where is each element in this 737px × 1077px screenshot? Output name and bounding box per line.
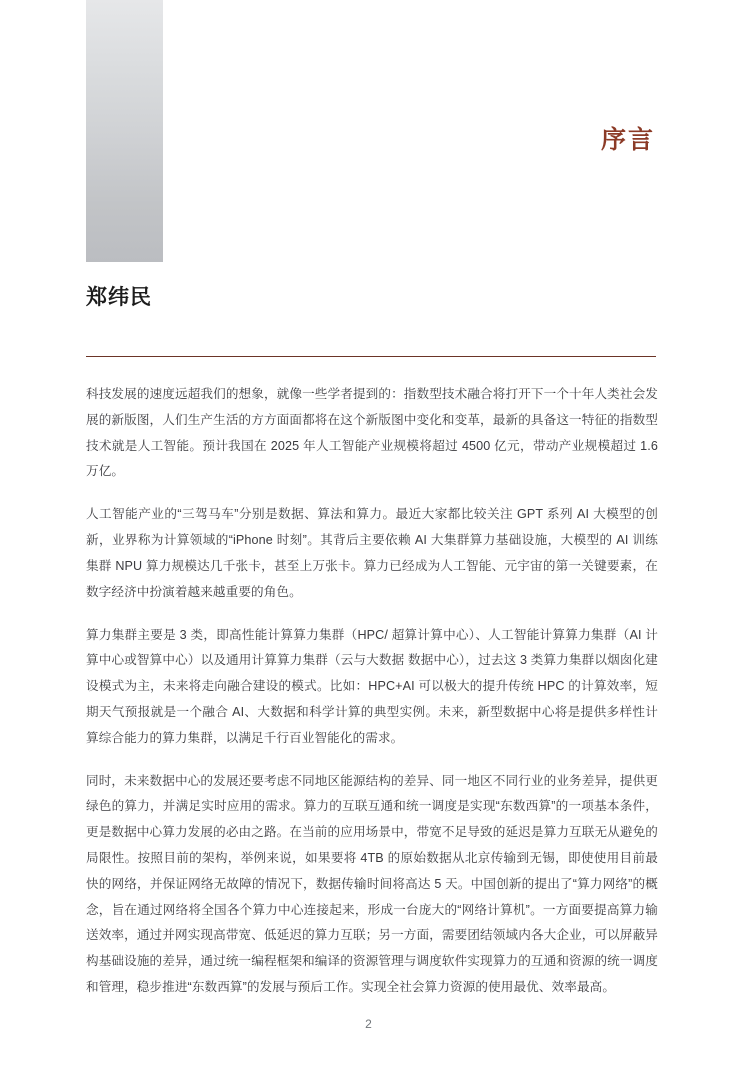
title-divider xyxy=(86,356,656,357)
article-body xyxy=(86,382,658,1001)
author-name: 郑纬民 xyxy=(86,286,152,309)
body-paragraph: 算力集群主要是 3 类，即高性能计算算力集群（HPC/ 超算计算中心）、人工智能计算算力集群（AI 计算中心或智算中心）以及通用计算算力集群（云与大数据 数据中心），过去这 3 类算力集群以烟囱化建设模式为主，未来将走向融合建设的模式。比如：HPC+AI 可以极大的提升传统 HPC 的计算效率，短期天气预报就是一个融合 AI、大数据和科学计算的典型实例。未来，新型数据中心将是提供多样性计算综合能力的算力集群，以满足千行百业智能化的需求。 xyxy=(86,627,658,745)
page-number: 2 xyxy=(365,1017,372,1031)
body-paragraph: 同时，未来数据中心的发展还要考虑不同地区能源结构的差异、同一地区不同行业的业务差异，提供更绿色的算力，并满足实时应用的需求。算力的互联互通和统一调度是实现“东数西算”的一项基本条件，更是数据中心算力发展的必由之路。在当前的应用场景中，带宽不足导致的延迟是算力互联无从避免的局限性。按照目前的架构，举例来说，如果要将 4TB 的原始数据从北京传输到无锡，即使使用目前最快的网络，并保证网络无故障的情况下，数据传输时间将高达 5 天。中国创新的提出了“算力网络”的概念，旨在通过网络将全国各个算力中心连接起来，形成一台庞大的“网络计算机”。一方面要提高算力输送效率，通过并网实现高带宽、低延迟的算力互联；另一方面，需要团结领域内各大企业，可以屏蔽异构基础设施的差异，通过统一编程框架和编译的资源管理与调度软件实现算力的互通和资源的统一调度和管理，稳步推进“东数西算”的发展与预后工作。实现全社会算力资源的使用最优、效率最高。 xyxy=(86,773,658,995)
body-paragraph: 科技发展的速度远超我们的想象，就像一些学者提到的：指数型技术融合将打开下一个十年人类社会发展的新版图，人们生产生活的方方面面都将在这个新版图中变化和变革，最新的具备这一特征的指数型技术就是人工智能。预计我国在 2025 年人工智能产业规模将超过 4500 亿元，带动产业规模超过 1.6 万亿。 xyxy=(86,387,658,479)
page-title: 序言 xyxy=(600,126,655,154)
vertical-gradient-bar xyxy=(86,0,163,262)
body-paragraph: 人工智能产业的“三驾马车”分别是数据、算法和算力。最近大家都比较关注 GPT 系列 AI 大模型的创新，业界称为计算领域的“iPhone 时刻”。其背后主要依赖 AI 大集群算力基础设施，大模型的 AI 训练集群 NPU 算力规模达几千张卡，甚至上万张卡。算力已经成为人工智能、元宇宙的第一关键要素，在数字经济中扮演着越来越重要的角色。 xyxy=(86,507,658,599)
